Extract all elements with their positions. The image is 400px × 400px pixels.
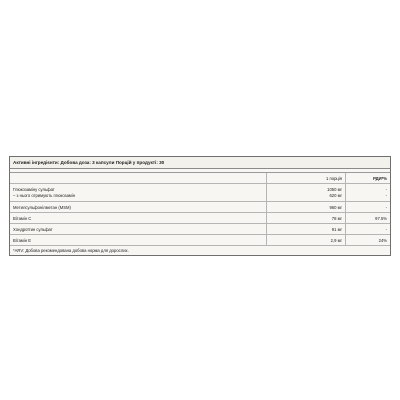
facts-header: Активні інгредієнти: Добова доза: 3 капсули Порцій у продукті: 30 <box>10 157 390 169</box>
ingredients-table <box>10 173 390 246</box>
supplement-facts-table <box>9 156 391 256</box>
column-header-rdi-label: РДИ*% <box>373 175 387 181</box>
ingredient-amount: 960 мг <box>267 202 346 213</box>
ingredient-name: Метилсульфонілметан (MSM) <box>10 202 267 213</box>
column-header-name <box>10 173 267 184</box>
column-header-amount: 1 порція <box>267 173 346 184</box>
rdi-footnote: *ARV: Добова рекомендована добова норма для дорослих. <box>13 248 129 253</box>
column-header-rdi <box>346 173 391 184</box>
table-row <box>10 235 390 246</box>
ingredient-amount <box>267 184 346 202</box>
ingredient-name <box>10 184 267 202</box>
ingredient-rdi-sub: - <box>385 192 387 198</box>
ingredient-rdi <box>346 184 391 202</box>
ingredient-name-sub: – з нього отримують глюкозамін <box>13 192 76 198</box>
ingredient-name: Хондроїтин сульфат <box>10 224 267 235</box>
ingredient-amount: 78 мг <box>267 213 346 224</box>
ingredient-rdi: - <box>346 224 391 235</box>
table-row <box>10 202 390 213</box>
ingredient-amount: 2,9 мг <box>267 235 346 246</box>
ingredient-name: Вітамін E <box>10 235 267 246</box>
column-header-row <box>10 173 390 184</box>
ingredient-rdi-main: - <box>385 186 387 192</box>
ingredient-amount: 91 мг <box>267 224 346 235</box>
table-row <box>10 213 390 224</box>
ingredient-rdi: 97.5% <box>346 213 391 224</box>
ingredient-name: Вітамін C <box>10 213 267 224</box>
ingredient-amount-sub: 620 мг <box>329 192 342 198</box>
ingredient-rdi: - <box>346 202 391 213</box>
table-row <box>10 184 390 202</box>
ingredient-rdi: 24% <box>346 235 391 246</box>
ingredient-name-main: Глюкозаміну сульфат <box>13 186 55 192</box>
ingredient-amount-main: 1050 мг <box>327 186 342 192</box>
table-row <box>10 224 390 235</box>
